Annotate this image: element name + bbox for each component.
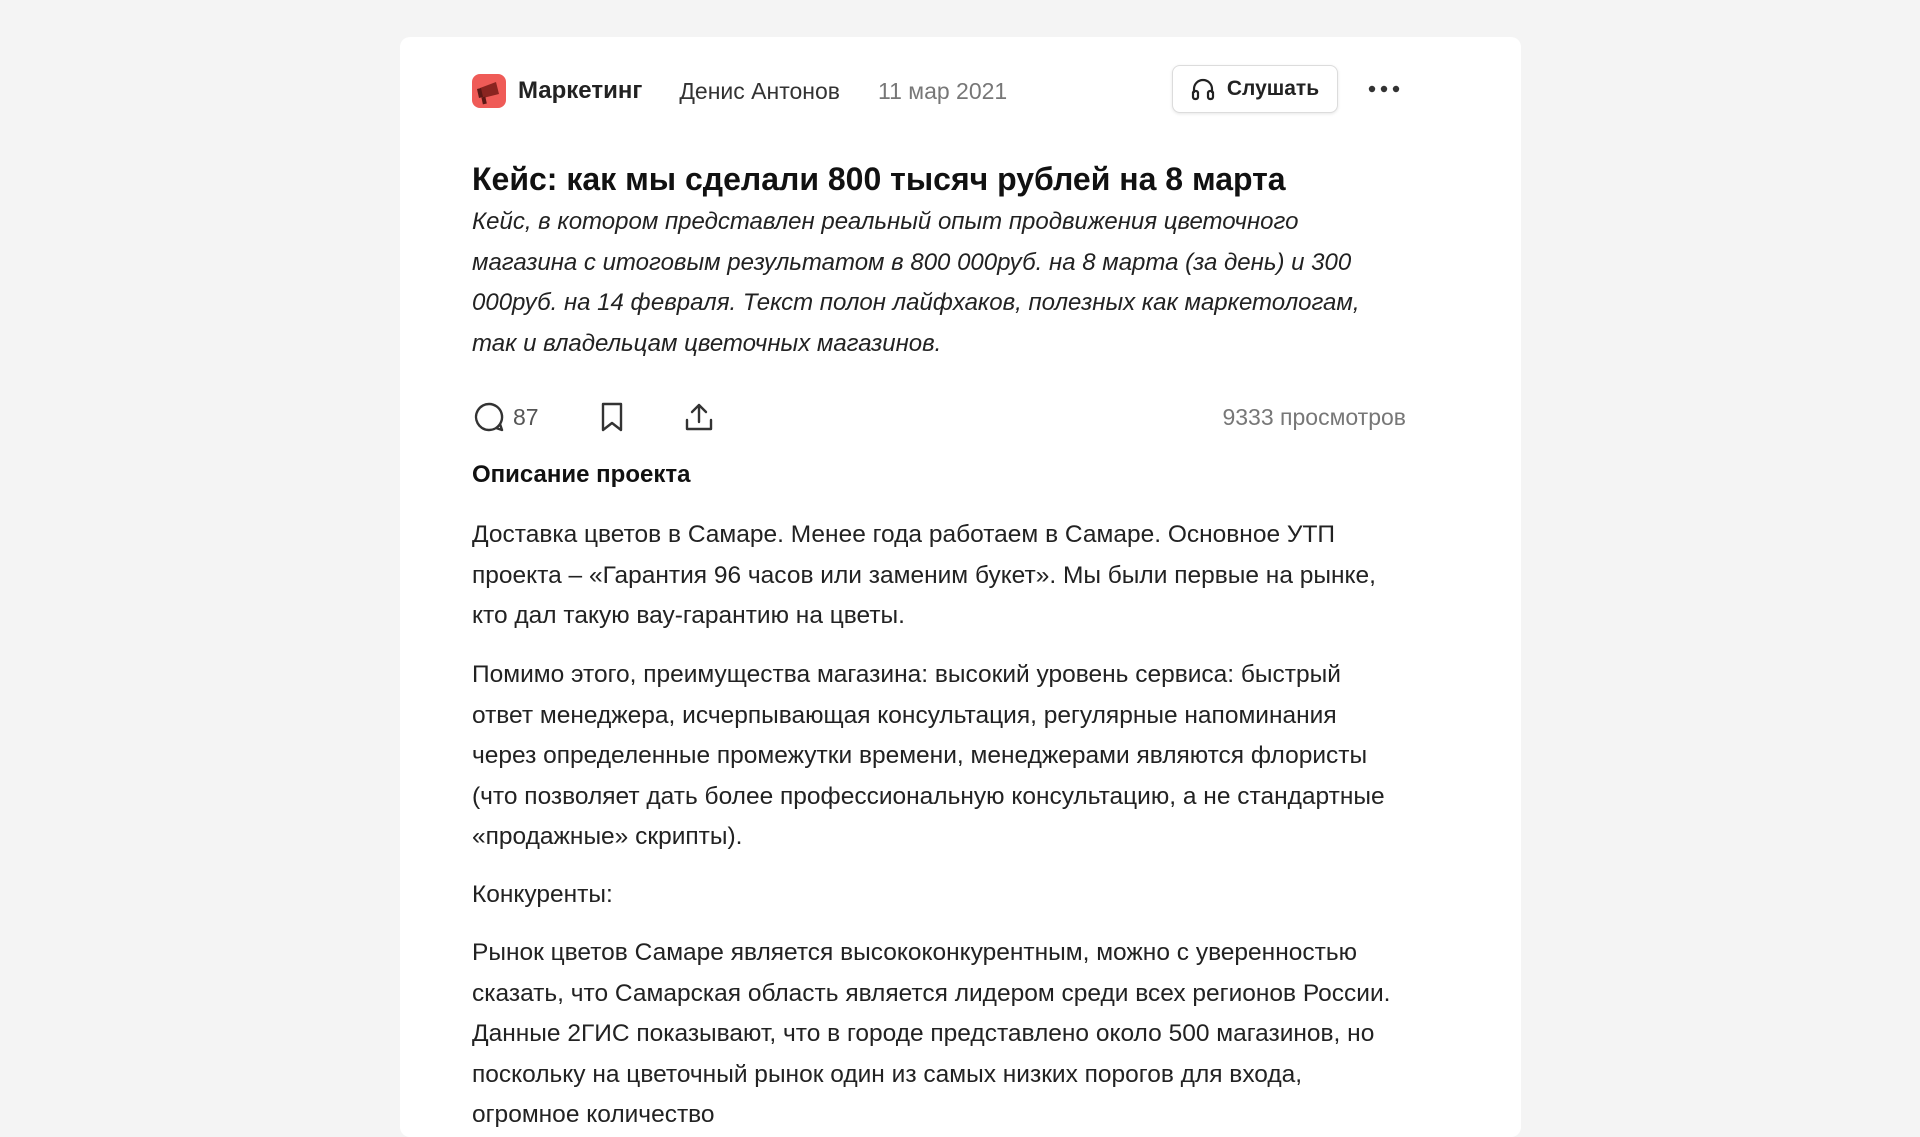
- article-lead: Кейс, в котором представлен реальный опыт продвижения цветочного магазина с итоговым результатом в 800 000руб. на 8 марта (за день) и 300 000руб. на 14 февраля. Текст полон лайфхаков, полезных как маркетологам, так и владельцам цветочных магазинов.: [472, 208, 1360, 357]
- listen-button[interactable]: [1172, 65, 1338, 113]
- bookmark-icon: [598, 401, 626, 433]
- more-dots-icon: [1368, 85, 1400, 93]
- bookmark-button[interactable]: [598, 397, 626, 437]
- category-link[interactable]: Маркетинг: [518, 77, 643, 104]
- megaphone-icon[interactable]: [472, 74, 506, 108]
- share-button[interactable]: [683, 397, 715, 437]
- article-paragraph: Конкуренты:: [472, 881, 613, 908]
- listen-label: Слушать: [1226, 77, 1320, 100]
- views-count: 9333 просмотров: [1222, 404, 1406, 430]
- article-actions: [472, 397, 1406, 437]
- article-paragraph: Доставка цветов в Самаре. Менее года работаем в Самаре. Основное УТП проекта – «Гарантия 96 часов или заменим букет». Мы были первые на рынке, кто дал такую вау-гарантию на цветы.: [472, 521, 1376, 629]
- comments-button[interactable]: [473, 397, 539, 437]
- article-title: Кейс: как мы сделали 800 тысяч рублей на 8 марта: [472, 161, 1286, 197]
- article-card: [400, 37, 1521, 1137]
- article-paragraph: Помимо этого, преимущества магазина: высокий уровень сервиса: быстрый ответ менеджера, исчерпывающая консультация, регулярные напоминания через определенные промежутки времени, менеджерами являются флористы (что позволяет дать более профессиональную консультацию, а не стандартные «продажные» скрипты).: [472, 661, 1385, 850]
- more-options-button[interactable]: [1367, 73, 1401, 105]
- comments-count: 87: [513, 403, 539, 430]
- share-icon: [683, 401, 715, 433]
- publish-date: 11 мар 2021: [877, 77, 1008, 104]
- section-title: Описание проекта: [472, 461, 691, 488]
- headphones-icon: [1191, 77, 1215, 101]
- author-link[interactable]: Денис Антонов: [679, 77, 840, 104]
- article-header: [472, 65, 1406, 117]
- article-paragraph: Рынок цветов Самаре является высококонкурентным, можно с уверенностью сказать, что Самарская область является лидером среди всех регионов России. Данные 2ГИС показывают, что в городе представлено около 500 магазинов, но поскольку на цветочный рынок один из самых низких порогов для входа, огромное количество: [472, 939, 1391, 1128]
- comment-icon: [473, 401, 505, 433]
